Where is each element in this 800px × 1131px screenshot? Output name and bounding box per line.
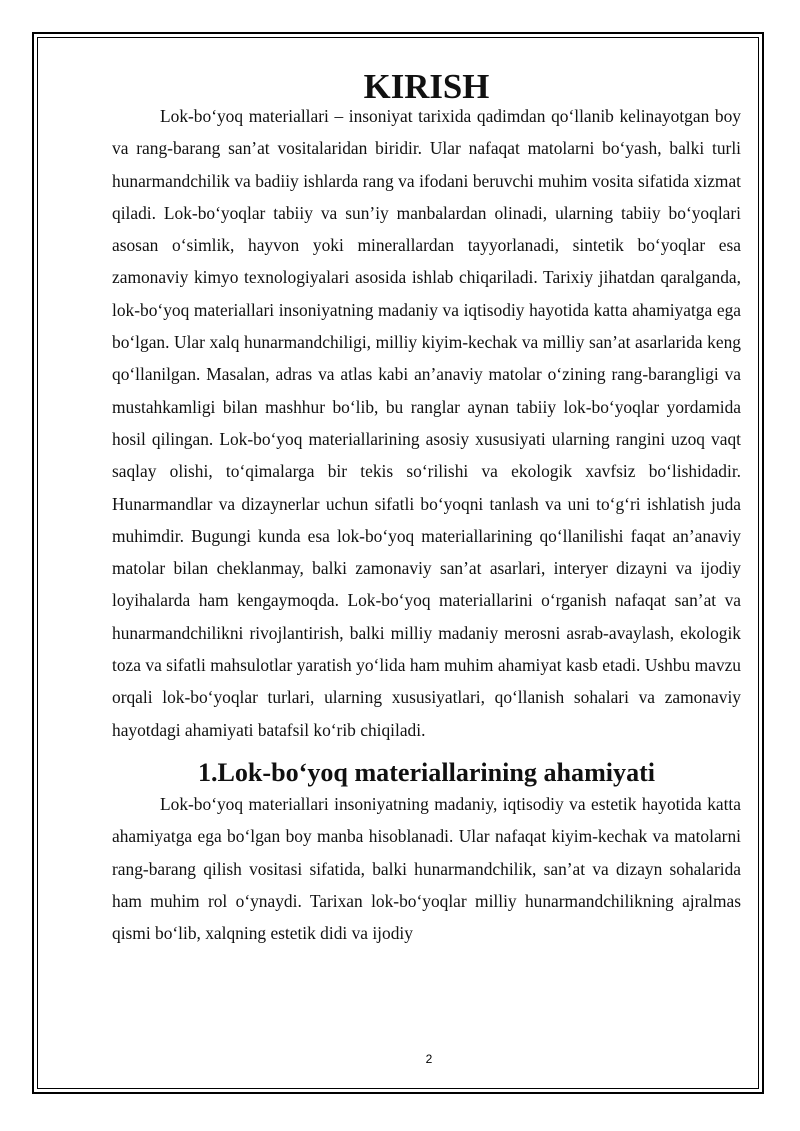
page-heading: KIRISH — [363, 67, 490, 106]
section-paragraph: Lok-bo‘yoq materiallari insoniyatning madaniy, iqtisodiy va estetik hayotida katta ahamiyatga ega bo‘lgan boy manba hisoblanadi. Ular nafaqat kiyim-kechak va matolarni rang-barang qilish vositasi sifatida, balki hunarmandchilik, san’at va dizayn sohalarida ham muhim rol o‘ynaydi. Tarixan lok-bo‘yoqlar milliy hunarmandchilikning ajralmas qismi bo‘lib, xalqning estetik didi va ijodiy — [112, 793, 741, 944]
document-body — [112, 67, 741, 949]
intro-paragraph: Lok-bo‘yoq materiallari – insoniyat tarixida qadimdan qo‘llanib kelinayotgan boy va rang-barang san’at vositalaridan biridir. Ular nafaqat matolarni bo‘yash, balki turli hunarmandchilik va badiiy ishlarda rang va ifodani beruvchi muhim vosita sifatida xizmat qiladi. Lok-bo‘yoqlar tabiiy va sun’iy manbalardan olinadi, ularning tabiiy bo‘yoqlari asosan o‘simlik, hayvon yoki minerallardan tayyorlanadi, sintetik bo‘yoqlar esa zamonaviy kimyo texnologiyalari asosida ishlab chiqariladi. Tarixiy jihatdan qaralganda, lok-bo‘yoq materiallari insoniyatning madaniy va iqtisodiy hayotida katta ahamiyatga ega bo‘lgan. Ular xalq hunarmandchiligi, milliy kiyim-kechak va milliy san’at asarlarida keng qo‘llanilgan. Masalan, adras va atlas kabi an’anaviy matolar o‘zining rang-barangligi va mustahkamligi bilan mashhur bo‘lib, bu ranglar aynan tabiiy lok-bo‘yoqlar yordamida hosil qilingan. Lok-bo‘yoq materiallarining asosiy xususiyati ularning rangini uzoq vaqt saqlay olishi, to‘qimalarga bir tekis so‘rilishi va ekologik xavfsiz bo‘lishidadir. Hunarmandlar va dizaynerlar uchun sifatli bo‘yoqni tanlash va uni to‘g‘ri ishlatish juda muhimdir. Bugungi kunda esa lok-bo‘yoq materiallarining qo‘llanilishi faqat an’anaviy matolar bilan cheklanmay, balki zamonaviy san’at asarlari, interyer dizayni va ijodiy loyihalarda ham kengaymoqda. Lok-bo‘yoq materiallarini o‘rganish nafaqat san’at va hunarmandchilikni rivojlantirish, balki milliy madaniy merosni asrab-avaylash, ekologik toza va sifatli mahsulotlar yaratish yo‘lida ham muhim ahamiyat kasb etadi. Ushbu mavzu orqali lok-bo‘yoqlar turlari, ularning xususiyatlari, qo‘llanish sohalari va zamonaviy hayotdagi ahamiyati batafsil ko‘rib chiqiladi. — [112, 106, 741, 740]
section-heading: 1.Lok-bo‘yoq materiallarining ahamiyati — [197, 757, 656, 787]
page-number: 2 — [425, 1052, 433, 1066]
